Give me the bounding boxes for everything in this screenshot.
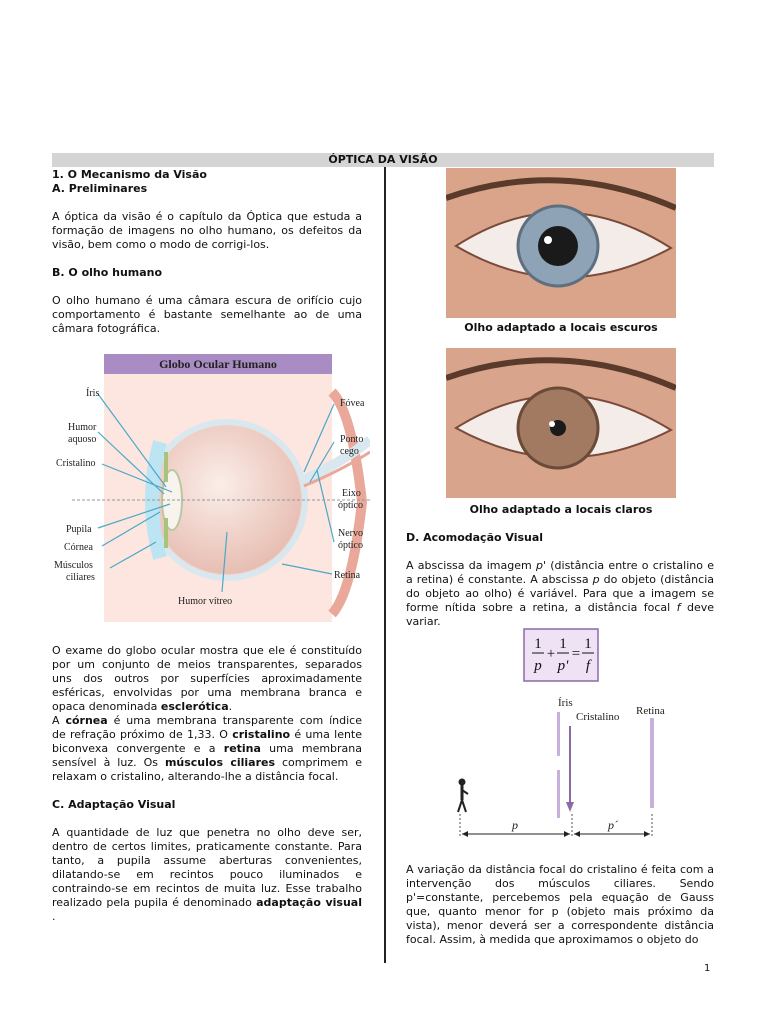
acc-label-retina: Retina	[636, 705, 665, 717]
caption-light: Olho adaptado a locais claros	[469, 503, 653, 516]
svg-text:1: 1	[584, 636, 592, 652]
eye-photo-light	[446, 348, 676, 498]
section-header-bar	[52, 153, 714, 167]
svg-text:+: +	[546, 646, 556, 662]
label-nervo-2: óptico	[338, 540, 363, 551]
right-column-bottom	[406, 863, 714, 947]
label-humor-vitreo: Humor vítreo	[178, 596, 233, 607]
paragraph-exame: O exame do globo ocular mostra que ele é constituído por um conjunto de meios transparentes, separados uns dos outros por superfícies aproximadamente esféricas, envolvidas por uma membrana branca e opaca denominada esclerótica.	[52, 644, 362, 713]
gauss-formula	[523, 628, 599, 682]
svg-text:1: 1	[534, 636, 542, 652]
svg-text:=: =	[571, 646, 581, 662]
paragraph-olho-humano: O olho humano é uma câmara escura de orifício cujo comportamento é bastante semelhante ao de uma câmara fotográfica.	[52, 294, 362, 335]
paragraph-variacao: A variação da distância focal do cristalino é feita com a intervenção dos músculos ciliares. Sendo p'=constante, percebemos pela equação de Gauss que, quanto menor for p (objeto mais próximo da vista), menor deverá ser a correspondente distância focal. Assim, à medida que aproximamos o objeto do	[406, 863, 714, 946]
left-column-lower	[52, 644, 362, 924]
diagram-title: Globo Ocular Humano	[159, 357, 277, 371]
label-humor-aquoso-2: aquoso	[68, 434, 97, 445]
accommodation-diagram	[446, 694, 686, 844]
left-column	[52, 168, 362, 336]
caption-dark: Olho adaptado a locais escuros	[464, 321, 658, 334]
paragraph-adaptacao: A quantidade de luz que penetra no olho deve ser, dentro de certos limites, praticamente constante. Para tanto, a pupila assume aberturas convenientes, dilatando-se em recintos pouco iluminados e contraindo-se em recintos de muita luz. Esse trabalho realizado pela pupila é denominado adaptação visual .	[52, 826, 362, 923]
right-column-text	[406, 531, 714, 629]
page-title: ÓPTICA DA VISÃO	[328, 153, 438, 166]
label-eixo-1: Eixo	[342, 488, 361, 499]
acc-label-pp: p´	[608, 818, 618, 832]
svg-text:p': p'	[557, 658, 569, 674]
section-1-heading: 1. O Mecanismo da Visão	[52, 168, 207, 181]
label-retina: Retina	[334, 570, 361, 581]
section-d-heading: D. Acomodação Visual	[406, 531, 544, 544]
section-a-heading: A. Preliminares	[52, 182, 148, 195]
svg-text:f: f	[585, 658, 591, 674]
svg-text:1: 1	[559, 636, 567, 652]
paragraph-cornea: A córnea é uma membrana transparente com índice de refração próximo de 1,33. O cristalino é uma lente biconvexa convergente e a retina uma membrana sensível à luz. Os músculos ciliares comprimem e relaxam o cristalino, alterando-lhe a distância focal.	[52, 714, 363, 783]
paragraph-preliminares: A óptica da visão é o capítulo da Óptica que estuda a formação de imagens no olho humano, os defeitos da visão, bem como o modo de corrigi-los.	[52, 210, 362, 251]
label-iris: Íris	[86, 388, 100, 399]
label-cornea: Córnea	[64, 542, 93, 553]
label-nervo-1: Nervo	[338, 528, 363, 539]
label-pupila: Pupila	[66, 524, 92, 535]
acc-label-p: p	[512, 818, 518, 832]
acc-label-cristalino: Cristalino	[576, 711, 620, 723]
acc-label-iris: Íris	[558, 697, 573, 709]
svg-text:p: p	[534, 658, 542, 674]
eye-photo-dark	[446, 168, 676, 318]
label-ponto-1: Ponto	[340, 434, 364, 445]
eye-diagram	[52, 352, 370, 622]
label-musculos-2: ciliares	[66, 572, 95, 583]
person-icon	[458, 779, 468, 812]
page-number: 1	[704, 963, 711, 974]
section-b-heading: B. O olho humano	[52, 266, 163, 279]
label-eixo-2: óptico	[338, 500, 363, 511]
label-cristalino: Cristalino	[56, 458, 96, 469]
section-c-heading: C. Adaptação Visual	[52, 798, 176, 811]
label-musculos-1: Músculos	[54, 560, 93, 571]
label-humor-aquoso-1: Humor	[68, 422, 97, 433]
column-divider	[384, 167, 386, 963]
paragraph-acomodacao: A abscissa da imagem p' (distância entre o cristalino e a retina) é constante. A abscissa p do objeto (distância do objeto ao olho) é variável. Para que a imagem se forme nítida sobre a retina, a distância focal f deve variar.	[406, 559, 714, 628]
label-fovea: Fóvea	[340, 398, 365, 409]
label-ponto-2: cego	[340, 446, 359, 457]
